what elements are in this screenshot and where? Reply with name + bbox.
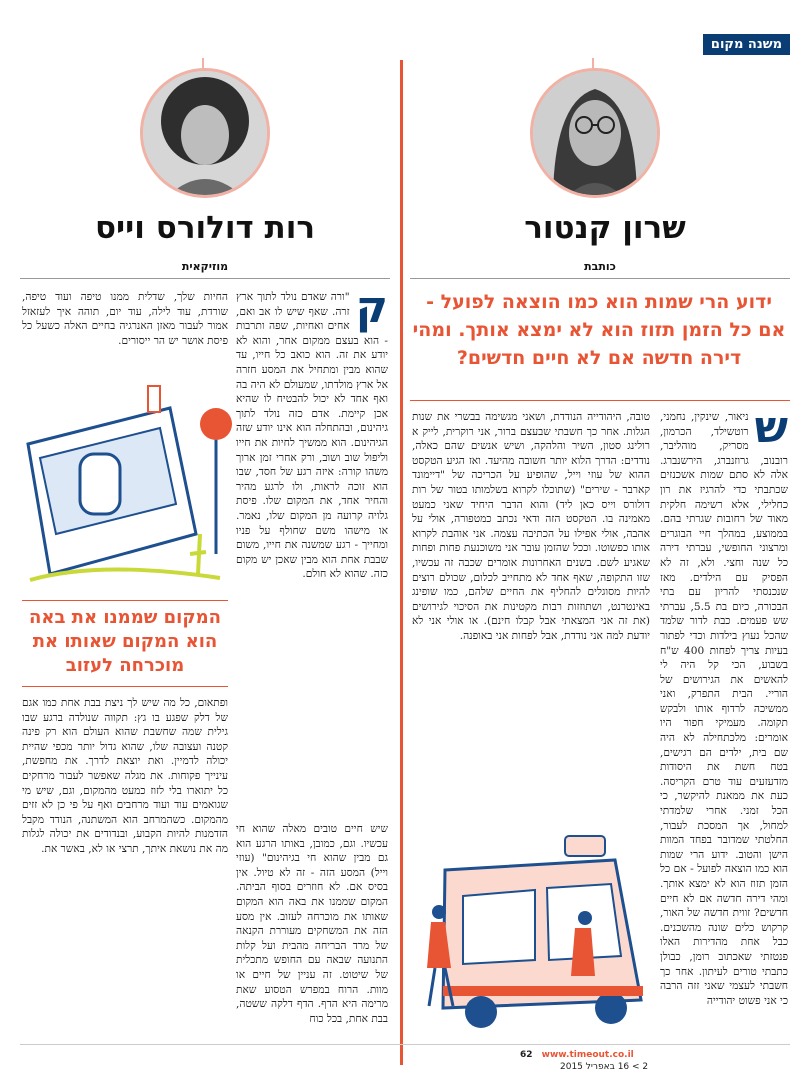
article-column (412, 410, 650, 792)
column-text: החיות שלך, שדלית ממנו טיפה ועוד טיפה, שורדת, עוד לילה, עוד יום, תוהה איך לעזאזל אמור לעבור מאזן האנרגיה בחיים האלה כשעל כל פיסת אושר יש הר ייסורים. (22, 291, 228, 347)
taxi-illustration (415, 800, 655, 1040)
article-column (236, 290, 388, 818)
article-column (22, 290, 228, 378)
divider (410, 400, 790, 401)
pull-quote: המקום שממנו את באה הוא המקום שאותו את מוכרחה לעזוב (28, 607, 222, 676)
article-column (236, 822, 388, 1038)
pull-quote: ידוע הרי שמות הוא כמו הוצאה לפועל - אם כל הזמן תזוז הוא לא ימצא אותך. ומהי דירה חדשה אם לא חיים חדשים? (412, 291, 786, 369)
column-text: טובה, היהודייה הנודדת, ושאני מגשימה בבשרי את שנות הגלות. אחר כך חשבתי שבעצם ברור, אני רוקרית, לייק א רולינג סטון, השיר והלהקה, ושיש אנשים שהם כאלה, נודדים: הדרך הלוא יותר חשובה מהיעד. ואז הגיע הטקסט ההוא של עוזי וייל, שהופיע על הכריכה של "דיימונד קארבר - שירים" (שתוכלו לקרוא בשלמותו בטור של רות דולורס וייס כאן ליד) והוא הדבר היחיד שאני כמעט מאמינה בו. הטקסט הזה ודאי נכתב כמטפורה, אולי על אהבה, אולי אפילו על הכתיבה עצמה. אני אוהבת לקרוא אותו כפשוטו. וככל שהזמן עובר אני משוכנעת פחות ופחות שאגיע לשם. בשנים האחרונות אומרים שכבה זה עכשיו, שזו התקופה, שאף אחד לא מתחייב לכלום, שכולם רוצים להיות מסוגלים להחליף את החיים שלהם, כמו שופינג באינטרנט, ושתוזזות רבות מקטינות את הסיכוי לגירושים (את זה אני המצאתי אבל קבלו חינם). או אולי אני לא יודעת למה אני נודדת, אבל לפחות אני באופנה. (412, 411, 650, 642)
bench-illustration (20, 384, 232, 594)
author-role: כותבת (584, 260, 616, 273)
column-divider (400, 60, 403, 1065)
author-portrait (140, 68, 270, 198)
page-number: 62 (520, 1050, 533, 1060)
divider (20, 278, 390, 279)
column-text: שיש חיים טובים מאלה שהוא חי עכשיו. וגם, כמובן, באותו הרגע הוא גם מבין שהוא חי בגיהינום" (עוזי וייל) המסע הזה - זה לא טיול. אין בסיס אם. לא חוזרים בסוף הביתה. המקום שממנו את באה הוא המקום שאותו את מוכרחה לעזוב. אין מסע הזה את המשחקים מעוררת הקנאה של מרד הבריחה מהבית ועל קלות התנועה שבאה עם החופש מתכלית של שיטוט. זה עניין של חיים או מוות. הרוח במפרש הטסוע שאת מרימה היא הדף. הדף דלקה ששטה, בבת אחת, בכל כוח (236, 823, 388, 1025)
column-text: ניאור, שינקין, נחמני, רוטשילד, הכרמון, מסריק, מוהליבר, רובנוב, גרוזנברג, הירשנברג. אלה לא סתם שמות אשכנזים שכתבתי כדי להרגיז את רון כחלילי, אלא רשימה חלקית מאוד של רחובות שגרתי בהם. בממוצע, במהלך חיי הבוגרים ומרצוני החופשי, עברתי דירה כל שנה וחצי. ולא, זה לא הפסיק עם הילדים. מאז שנכנסתי להריון עם בתי הבכורה, כיום בת 5.5, עברתי שש פעמים. כבת לדור שלמד שהכל נעוץ בילדות וכדי לפתור בעיות צריך לפחות 400 ש"ח בשבוע, הכי קל היה לי להאשים את הגירושים של הוריי. הבית התפרק, ואני ממשיכה לרדוף אותו ולבקש תקומה. מעמיקי חפור היו אומרים: מלכתחילה לא היה שם בית, ילדים הם רגישים, בטח חשת את היסודות מזדעזעים עוד טרם הקריסה. כעת את ממאנת להיקשר, כי הכל זמני. אחרי שלמדתי למחול, אך המסכת לעבור, החלטתי שמדובר בפחד המוות הישן והטוב. ידוע הרי שמות הוא כמו הוצאה לפועל - אם כל הזמן תזוז הוא לא ימצא אותך. ומהי דירה חדשה אם לא חיים חדשים? זווית חדשה של האור, קרקוש כלים שונה מהשכנים. כבל אחת מהדירות האלו פנטזתי שאכתוב רומן, כבולן כתבתי טורים לעיתון. אחר כך חשבתי לעצמי שאני זזה הרבה כי אני פשוט יהודייה (660, 411, 788, 1007)
divider (22, 686, 228, 687)
article-column (660, 410, 788, 1038)
drop-cap: ק (355, 290, 388, 333)
author-name: שרון קנטור (524, 210, 686, 246)
article-column (22, 696, 228, 1038)
divider (410, 278, 790, 279)
section-tag: משנה מקום (703, 34, 790, 55)
drop-cap: ש (754, 410, 788, 453)
author-portrait (530, 68, 660, 198)
column-text: ופתאום, כל מה שיש לך ניצת בבת אחת כמו אגם של דלק שפגע בו גץ: תקווה שנולדה ברגע שבו גילית שמה שחשבת שהוא העולם הוא רק פינה קטנה ועצובה שלו, שהוא גדול יותר מכפי שהיית יכולה לדמיין. ואת יוצאת לדרך. את מחפשת, עינייך פקוחות. את מגלה שאפשר לעבור מרחקים כל יתוארו בלי לזוז כמעט מהמקום, וגם, שיש מי שגואמים עוד ועוד מרחבים ואף על פי כן לא זזים מהמקום. כשהמרחב הוא המשתנה, הנודד מקבל הזדמנות להיות הקבוע, ובנדודים את יכולה לגלות מה את נושאת איתך, תרצי או לא, באשר את. (22, 697, 228, 855)
site-url[interactable]: www.timeout.co.il (541, 1050, 634, 1060)
footer-rule (20, 1044, 790, 1045)
footer (520, 1050, 790, 1060)
column-text: "ורה שאדם נולד לתוך ארץ זרה. שאף שיש לו אב ואם, אחים ואחיות, שפה ותרבות - הוא בעצם ממקום אחר, והוא לא יודע את זה. הוא כואב כל חייו, עד שהוא מבין ומתחיל את המסע חזרה אל ארץ מולדתו, שמעולם לא היה בה ואף אחד לא יכול להבטיח לו שהיא אכן קיימת. אדם כזה נולד לתוך גיהינום, ובהתחלה הוא אינו יודע שזה הגיהינום. הוא ממשיך לחיות את חייו וליפול שוב ושוב, ורק אחרי זמן ארוך משהו קורה: איזה רגע של חסד, שבו הוא זוכה לראות, ולו לרגע מהיר והחיר אחד, את המקום שלו. פיסת גלויה קרועה מן המקום שלו, נאמר. או מישהו משם שחולף על פניו ומחייך - רגע שמשנה את חייו, משום שבבת אחת הוא מבין שאכן יש מקום כזה. שהוא לא חולם. (236, 291, 388, 581)
author-name: רות דולורס וייס (94, 210, 316, 246)
divider (22, 600, 228, 601)
issue-date: 2 > 16 באפריל 2015 (560, 1062, 649, 1072)
author-role: מוזיקאית (181, 260, 229, 273)
